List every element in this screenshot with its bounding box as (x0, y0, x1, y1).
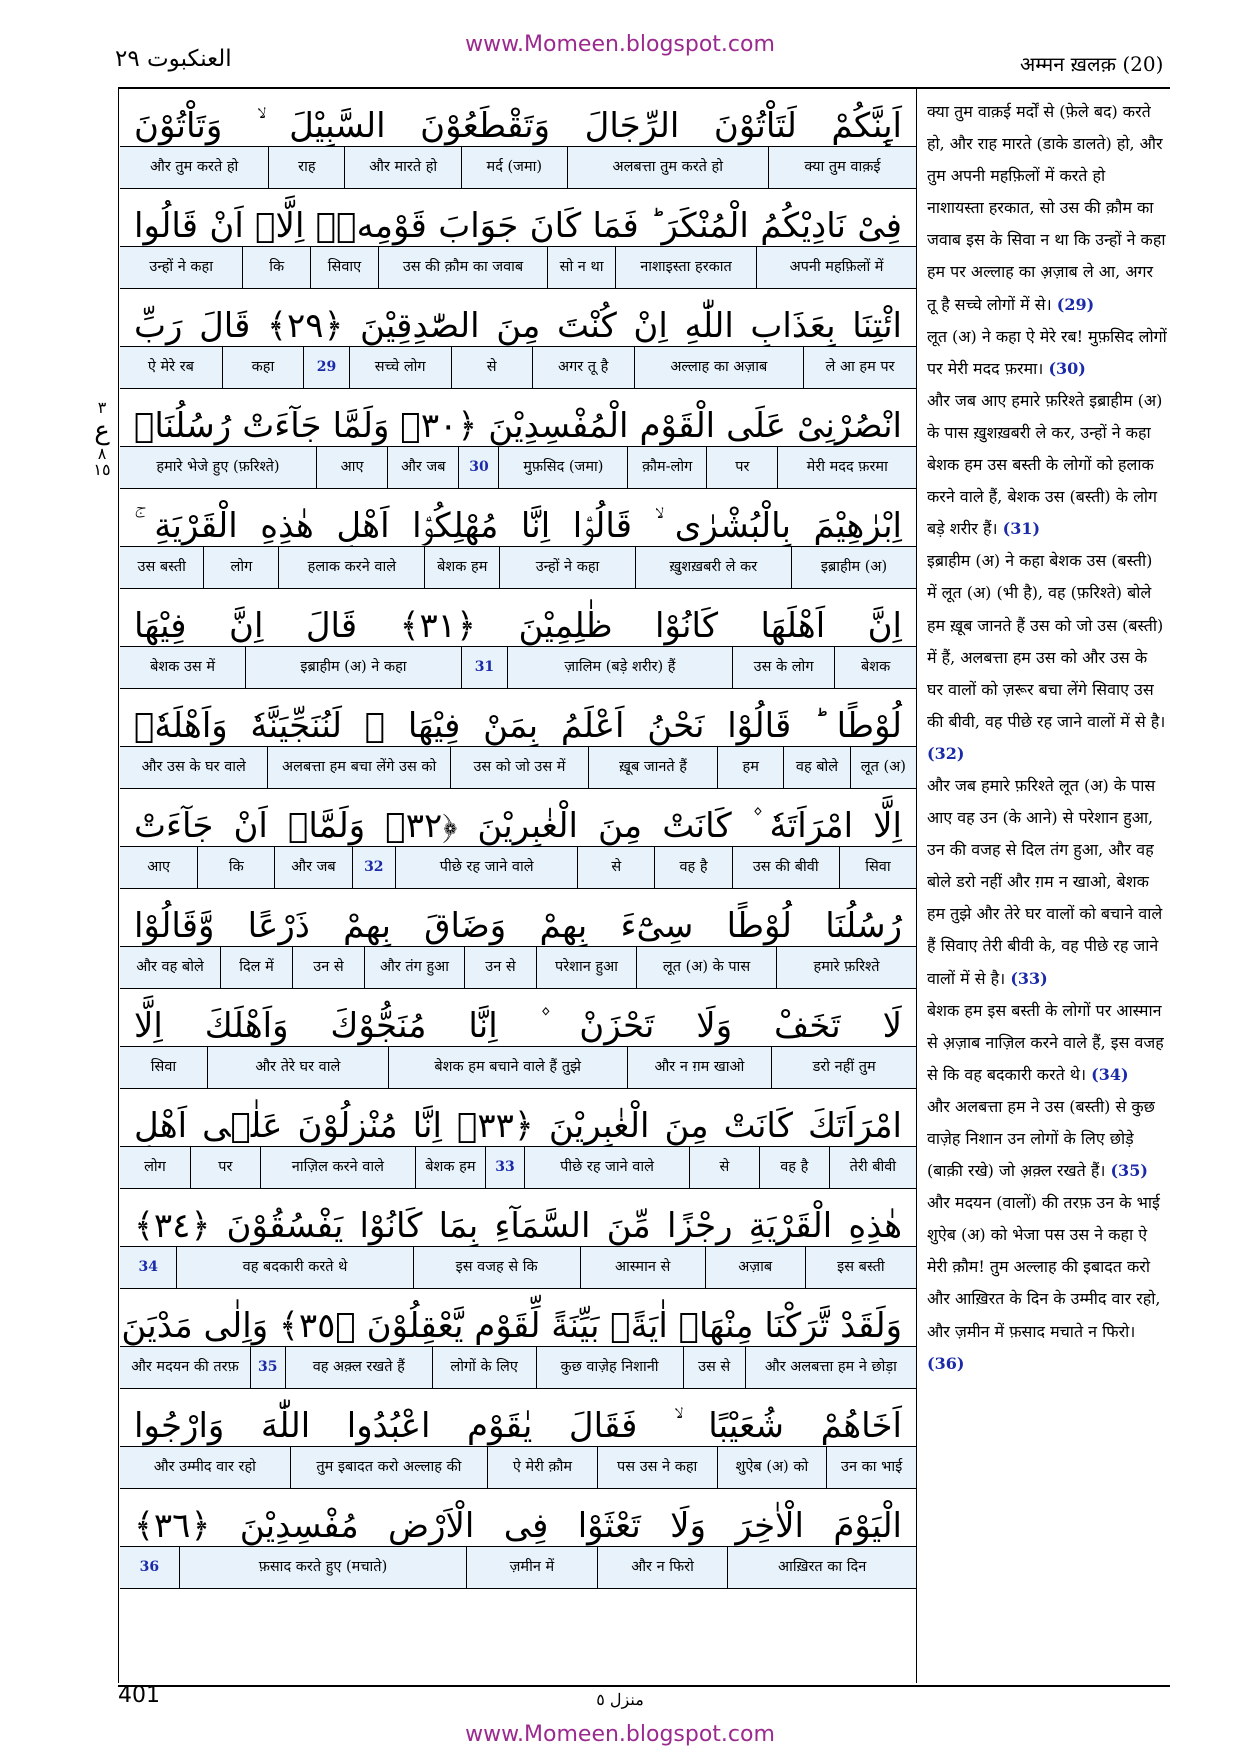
word-meaning-cell: से (689, 1147, 759, 1188)
word-meaning-cell: सिवाए (310, 247, 378, 288)
word-meaning-cell: आस्मान से (580, 1247, 705, 1288)
word-meaning-cell: सिवा (839, 847, 916, 888)
word-meaning-cell: और जब (274, 847, 351, 888)
verse-number-cell: 29 (303, 347, 349, 388)
page-number: 401 (118, 1683, 160, 1708)
word-meaning-row (120, 1447, 916, 1489)
word-meaning-cell: और न ग़म खाओ (627, 1047, 772, 1088)
word-meaning-row (120, 1047, 916, 1089)
word-meaning-cell: उस को जो उस में (450, 747, 588, 788)
word-meaning-cell: उस से (683, 1347, 745, 1388)
word-meaning-cell: क्या तुम वाक़ई (768, 147, 916, 188)
verse-number-cell: 31 (461, 647, 507, 688)
word-meaning-cell: वह है (759, 1147, 829, 1188)
word-meaning-row (120, 147, 916, 189)
word-meaning-cell: ऐ मेरे रब (147, 358, 194, 375)
word-meaning-row (120, 1347, 916, 1389)
word-meaning-cell: अल्लाह का अज़ाब (634, 347, 803, 388)
translation-text: इब्राहीम (अ) ने कहा बेशक उस (बस्ती) में लूत (अ) (भी है), वह (फ़रिश्ते) बोले हम ख़ूब जानते हैं उस को जो उस (बस्ती) में हैं, अलबत्ता हम उस को और उस के घर वालों को ज़रूर बचा लेंगे सिवाए उस की बीवी, वह पीछे रह जाने वालों में से है। (927, 551, 1166, 731)
word-meaning-cell: ख़ूब जानते हैं (588, 747, 717, 788)
footer-url[interactable]: www.Momeen.blogspot.com (465, 1722, 775, 1747)
word-meaning-cell: ले आ हम पर (803, 347, 916, 388)
word-meaning-cell: हलाक करने वाले (278, 547, 424, 588)
word-meaning-cell: से (451, 347, 532, 388)
word-meaning-cell: क़ौम-लोग (627, 447, 706, 488)
translation-verse-number: (30) (1048, 358, 1086, 378)
word-meaning-cell: मर्द (जमा) (461, 147, 567, 188)
word-meaning-cell: इस वजह से कि (413, 1247, 580, 1288)
word-meaning-cell: कहा (222, 347, 303, 388)
word-meaning-cell: बेशक हम (415, 1147, 485, 1188)
word-meaning-cell: अगर तू है (532, 347, 634, 388)
word-meaning-cell: और मारते हो (344, 147, 460, 188)
ruku-marker-bottom: ١٥ (93, 460, 111, 479)
verse-number-cell: 35 (250, 1347, 285, 1388)
word-meaning-cell: और अलबत्ता हम ने छोड़ा (745, 1347, 916, 1388)
word-meaning-cell: उस की बीवी (732, 847, 839, 888)
arabic-verse-line: فِىْ نَادِيْكُمُ الْمُنْكَرَ ؕ فَمَا كَانَ جَوَابَ قَوْمِهٖۤ اِلَّاۤ اَنْ قَالُوا (120, 189, 916, 247)
translation-text: लूत (अ) ने कहा ऐ मेरे रब! मुफ़सिद लोगों पर मेरी मदद फ़रमा। (927, 326, 1167, 378)
arabic-verse-line: انْصُرْنِىْ عَلَى الْقَوْمِ الْمُفْسِدِيْنَ ﴿٣٠﴾ وَلَمَّا جَآءَتْ رُسُلُنَاۤ (120, 389, 916, 447)
translation-text: क्या तुम वाक़ई मर्दों से (फ़ेले बद) करते हो, और राह मारते (डाके डालते) हो, और तुम अपनी महफ़िलों में करते हो नाशायस्ता हरकात, सो उस की क़ौम का जवाब इस के सिवा न था कि उन्हों ने कहा हम पर अल्लाह का अ़ज़ाब ले आ, अगर तू है सच्चे लोगों में से। (927, 102, 1166, 314)
surah-title: العنکبوت ٢٩ (115, 46, 232, 72)
ruku-marker-top: ٣ (97, 398, 107, 417)
word-meaning-cell: और न फिरो (597, 1547, 728, 1588)
word-meaning-cell: पर (706, 447, 777, 488)
ruku-marker-ain: ع (94, 416, 110, 446)
word-meaning-cell: सिवा (150, 1058, 177, 1075)
translation-verse-number: (31) (1002, 519, 1041, 539)
word-meaning-cell: ऐ मेरी क़ौम (487, 1447, 597, 1488)
translation-verse-number: (35) (1110, 1161, 1148, 1181)
word-meaning-cell: हमारे भेजे हुए (फ़रिश्ते) (156, 458, 280, 475)
translation-verse-number: (33) (1010, 968, 1048, 988)
word-meaning-cell: अलबत्ता हम बचा लेंगे उस को (267, 747, 449, 788)
word-meaning-cell: उन का भाई (826, 1447, 916, 1488)
arabic-verse-line: امْرَاَتَكَ كَانَتْ مِنَ الْغٰبِرِيْنَ ﴿٣٣﴾ اِنَّا مُنْزِلُوْنَ عَلٰۤى اَهْلِ (120, 1089, 916, 1147)
verse-number-cell: 33 (485, 1147, 524, 1188)
word-meaning-cell: उन्हों ने कहा (499, 547, 634, 588)
word-meaning-cell: बेशक (834, 647, 916, 688)
word-meaning-cell: पीछे रह जाने वाले (524, 1147, 689, 1188)
arabic-verse-line: وَلَقَدْ تَّرَكْنَا مِنْهَاۤ اٰيَةًۢ بَيِّنَةً لِّقَوْمٍ يَّعْقِلُوْنَ ﴿٣٥﴾ وَاِلٰى مَدْيَنَ (120, 1289, 916, 1347)
word-meaning-cell: से (577, 847, 654, 888)
word-meaning-cell: उस की क़ौम का जवाब (378, 247, 547, 288)
translation-verse-number: (29) (1056, 294, 1095, 314)
word-meaning-cell: मुफ़सिद (जमा) (498, 447, 627, 488)
translation-text: बेशक हम इस बस्ती के लोगों पर आस्मान से अ़ज़ाब नाज़िल करने वाले हैं, इस वजह से कि वह बदकारी करते थे। (927, 1000, 1164, 1084)
word-meaning-cell: राह (268, 147, 344, 188)
hindi-translation (927, 96, 1167, 1380)
word-meaning-cell: नाशाइस्ता हरकात (615, 247, 756, 288)
header-url[interactable]: www.Momeen.blogspot.com (465, 32, 775, 57)
word-meaning-cell: इब्राहीम (अ) ने कहा (245, 647, 461, 688)
translation-verse-number: (32) (927, 743, 965, 763)
word-meaning-cell: लूत (अ) के पास (636, 947, 776, 988)
word-meaning-cell: हमारे फ़रिश्ते (776, 947, 916, 988)
word-meaning-cell: कुछ वाज़ेह निशानी (536, 1347, 683, 1388)
arabic-verse-line: اِلَّا امْرَاَتَهٗ ۫ كَانَتْ مِنَ الْغٰبِرِيْنَ ﴿٣٢﴾ وَلَمَّاۤ اَنْ جَآءَتْ (120, 789, 916, 847)
word-meaning-cell: सो न था (547, 247, 615, 288)
arabic-verse-line: لَا تَخَفْ وَلَا تَحْزَنْ ۫ اِنَّا مُنَجُّوْكَ وَاَهْلَكَ اِلَّا (120, 989, 916, 1047)
word-meaning-row (120, 547, 916, 589)
word-meaning-cell: उन से (292, 947, 364, 988)
word-meaning-row (120, 747, 916, 789)
translation-text: और जब आए हमारे फ़रिश्ते इब्राहीम (अ) के पास ख़ुशख़बरी ले कर, उन्हों ने कहा बेशक हम उस बस्ती के लोगों को हलाक करने वाले हैं, बेशक उस (बस्ती) के लोग बड़े शरीर हैं। (927, 390, 1163, 539)
word-meaning-cell: मेरी मदद फ़रमा (777, 447, 916, 488)
word-meaning-cell: और मदयन की तरफ़ (131, 1358, 239, 1375)
word-meaning-cell: इब्राहीम (अ) (791, 547, 916, 588)
verse-number-cell: 34 (138, 1259, 158, 1276)
arabic-verse-line: اَخَاهُمْ شُعَيْبًا ۙ فَقَالَ يٰقَوْمِ اعْبُدُوا اللّٰهَ وَارْجُوا (120, 1389, 916, 1447)
word-meaning-cell: लोग (144, 1158, 166, 1175)
word-meaning-cell: बेशक हम (424, 547, 499, 588)
word-meaning-cell: इस बस्ती (805, 1247, 916, 1288)
word-meaning-cell: आख़िरत का दिन (727, 1547, 916, 1588)
word-meaning-row (120, 347, 916, 389)
word-meaning-cell: और तुम करते हो (149, 158, 239, 175)
word-meaning-cell: लूत (अ) (850, 747, 916, 788)
manzil-label: منزل ٥ (596, 1690, 644, 1709)
word-meaning-cell: पर (190, 1147, 260, 1188)
word-meaning-cell: वह बदकारी करते थे (176, 1247, 412, 1288)
word-meaning-cell: नाज़िल करने वाले (260, 1147, 415, 1188)
para-title: अम्मन ख़लक़ (20) (1020, 52, 1164, 76)
word-meaning-cell: कि (197, 847, 274, 888)
arabic-verse-line: اَىِٕنَّكُمْ لَتَاْتُوْنَ الرِّجَالَ وَتَقْطَعُوْنَ السَّبِيْلَ ۙ وَتَاْتُوْنَ (120, 89, 916, 147)
verse-number-cell: 30 (458, 447, 498, 488)
word-meaning-cell: लोगों के लिए (432, 1347, 536, 1388)
arabic-verse-line: رُسُلُنَا لُوْطًا سِیْٓءَ بِهِمْ وَضَاقَ بِهِمْ ذَرْعًا وَّقَالُوْا (120, 889, 916, 947)
word-meaning-cell: पस उस ने कहा (597, 1447, 717, 1488)
word-meaning-cell: तुम इबादत करो अल्लाह की (290, 1447, 488, 1488)
arabic-verse-line: الْيَوْمَ الْاٰخِرَ وَلَا تَعْثَوْا فِى الْاَرْضِ مُفْسِدِيْنَ ﴿٣٦﴾ (120, 1489, 916, 1547)
translation-text: और जब हमारे फ़रिश्ते लूत (अ) के पास आए वह उन (के आने) से परेशान हुआ, उन की वजह से दिल तंग हुआ, और वह बोले डरो नहीं और ग़म न खाओ, बेशक हम तुझे और तेरे घर वालों को बचाने वाले हैं सिवाए तेरी बीवी के, वह पीछे रह जाने वालों में से है। (927, 775, 1163, 988)
word-meaning-cell: बेशक उस में (150, 658, 215, 675)
translation-text: और अलबत्ता हम ने उस (बस्ती) से कुछ वाज़ेह निशान उन लोगों के लिए छोड़े (बाक़ी रखे) जो अ़क़्ल रखते हैं। (927, 1096, 1155, 1181)
word-meaning-cell: कि (242, 247, 310, 288)
translation-verse-number: (36) (927, 1353, 965, 1373)
word-meaning-row (120, 1547, 916, 1589)
word-meaning-cell: डरो नहीं तुम (771, 1047, 916, 1088)
word-meaning-cell: और वह बोले (136, 958, 204, 975)
word-meaning-cell: आए (147, 858, 171, 875)
verse-number-cell: 32 (352, 847, 395, 888)
arabic-verse-line: لُوْطًا ؕ قَالُوْا نَحْنُ اَعْلَمُ بِمَنْ فِيْهَا ۫ لَنُنَجِّيَنَّهٗ وَاَهْلَهٗۤ (120, 689, 916, 747)
word-meaning-cell: बेशक हम बचाने वाले हैं तुझे (388, 1047, 627, 1088)
word-meaning-cell: वह अक़्ल रखते हैं (285, 1347, 432, 1388)
word-meaning-cell: तेरी बीवी (829, 1147, 916, 1188)
word-meaning-cell: और उम्मीद वार रहो (153, 1458, 256, 1475)
word-meaning-row (120, 247, 916, 289)
word-meaning-cell: ज़मीन में (466, 1547, 597, 1588)
arabic-verse-line: هٰذِهِ الْقَرْيَةِ رِجْزًا مِّنَ السَّمَآءِ بِمَا كَانُوْا يَفْسُقُوْنَ ﴿٣٤﴾ (120, 1189, 916, 1247)
word-meaning-cell: और तंग हुआ (364, 947, 464, 988)
word-meaning-row (120, 1147, 916, 1189)
word-meaning-cell: और तेरे घर वाले (207, 1047, 388, 1088)
word-meaning-cell: और जब (387, 447, 458, 488)
word-meaning-cell: फ़साद करते हुए (मचाते) (179, 1547, 466, 1588)
word-meaning-row (120, 847, 916, 889)
arabic-verse-line: اِبْرٰهِيْمَ بِالْبُشْرٰى ۙ قَالُوْۤا اِنَّا مُهْلِكُوْۤا اَهْلِ هٰذِهِ الْقَرْيَةِ ۚ (120, 489, 916, 547)
translation-text: और मदयन (वालों) की तरफ़ उन के भाई शुऐब (अ) को भेजा पस उस ने कहा ऐ मेरी क़ौम! तुम अल्लाह की इबादत करो और आख़िरत के दिन के उम्मीद वार रहो, और ज़मीन में फ़साद मचाते न फिरो। (927, 1193, 1161, 1341)
word-meaning-cell: लोग (203, 547, 278, 588)
word-meaning-cell: परेशान हुआ (536, 947, 636, 988)
word-meaning-row (120, 447, 916, 489)
word-meaning-cell: दिल में (220, 947, 292, 988)
word-meaning-row (120, 947, 916, 989)
word-meaning-cell: हम (717, 747, 783, 788)
word-meaning-cell: उस के लोग (732, 647, 834, 688)
word-meaning-cell: ख़ुशख़बरी ले कर (635, 547, 791, 588)
word-meaning-cell: उन्हों ने कहा (149, 258, 214, 275)
word-meaning-row (120, 1247, 916, 1289)
verse-number-cell: 36 (139, 1559, 160, 1576)
word-meaning-cell: अलबत्ता तुम करते हो (567, 147, 768, 188)
word-meaning-cell: वह बोले (783, 747, 849, 788)
word-meaning-cell: उस बस्ती (137, 558, 186, 575)
word-meaning-row (120, 647, 916, 689)
arabic-verse-line: ائْتِنَا بِعَذَابِ اللّٰهِ اِنْ كُنْتَ مِنَ الصّٰدِقِيْنَ ﴿٢٩﴾ قَالَ رَبِّ (120, 289, 916, 347)
word-meaning-cell: अज़ाब (705, 1247, 805, 1288)
word-meaning-cell: उन से (464, 947, 536, 988)
arabic-verse-line: اِنَّ اَهْلَهَا كَانُوْا ظٰلِمِيْنَ ﴿٣١﴾ قَالَ اِنَّ فِيْهَا (120, 589, 916, 647)
word-meaning-cell: ज़ालिम (बड़े शरीर) हैं (507, 647, 732, 688)
word-meaning-cell: वह है (654, 847, 731, 888)
word-meaning-cell: पीछे रह जाने वाले (395, 847, 577, 888)
word-meaning-cell: और उस के घर वाले (141, 758, 246, 775)
word-meaning-cell: शुऐब (अ) को (717, 1447, 827, 1488)
ruku-marker-mid: ٨ (97, 444, 107, 463)
word-meaning-cell: आए (316, 447, 387, 488)
word-meaning-cell: अपनी महफ़िलों में (756, 247, 916, 288)
ruku-marker (88, 400, 116, 478)
translation-verse-number: (34) (1091, 1064, 1129, 1084)
word-meaning-cell: सच्चे लोग (349, 347, 451, 388)
